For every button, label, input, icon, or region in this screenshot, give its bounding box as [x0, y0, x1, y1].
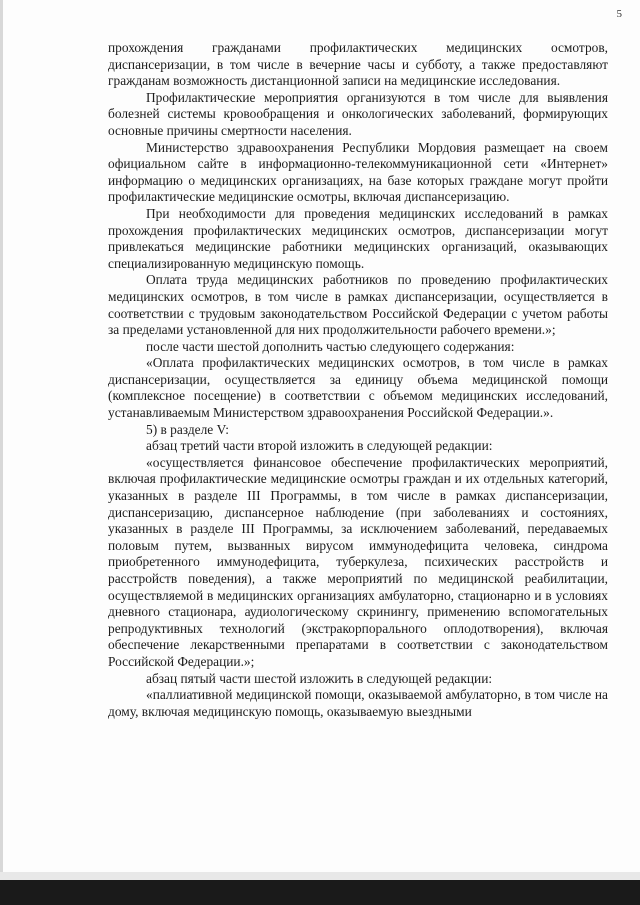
scan-shadow	[0, 872, 640, 880]
paragraph: абзац третий части второй изложить в следующей редакции:	[146, 438, 493, 454]
paragraph: прохождения гражданами профилактических медицинских осмотров, диспансеризации, в том числе в вечерние часы и субботу, а также предоставляют гражданам возможность дистанционной записи на медицинские исследования.	[108, 40, 608, 89]
paragraph: Министерство здравоохранения Республики Мордовия размещает на своем официальном сайте в информационно-телекоммуникационной сети «Интернет» информацию о медицинских организациях, на базе которых граждане могут пройти профилактические медицинские осмотры, включая диспансеризацию.	[108, 139, 608, 205]
paragraph: Оплата труда медицинских работников по проведению профилактических медицинских осмотров, в том числе в рамках диспансеризации, осуществляется в соответствии с трудовым законодательством Российской Федерации с учетом работы за пределами установленной для них продолжительности рабочего времени.»;	[108, 272, 608, 338]
page-number: 5	[616, 8, 622, 20]
paragraph: «осуществляется финансовое обеспечение профилактических мероприятий, включая профилактические медицинские осмотры граждан и их отдельных категорий, указанных в разделе III Программы, в том числе в рамках диспансеризации, диспансеризацию, диспансерное наблюдение (при заболеваниях и состояниях, указанных в разделе III Программы, за исключением заболеваний, передаваемых половым путем, вызванных вирусом иммунодефицита человека, синдрома приобретенного иммунодефицита, туберкулеза, психических расстройств и расстройств поведения), а также мероприятий по медицинской реабилитации, осуществляемой в медицинских организациях амбулаторно, стационарно и в условиях дневного стационара, аудиологическому скринингу, применению вспомогательных репродуктивных технологий (экстракорпорального оплодотворения), включая обеспечение лекарственными препаратами в соответствии с законодательством Российской Федерации.»;	[108, 454, 608, 669]
scan-border	[0, 880, 640, 905]
paragraph: 5) в разделе V:	[146, 421, 229, 437]
paragraph: «паллиативной медицинской помощи, оказываемой амбулаторно, в том числе на дому, включая медицинскую помощь, оказываемую выездными	[108, 687, 608, 719]
paragraph: Профилактические мероприятия организуются в том числе для выявления болезней системы кровообращения и онкологических заболеваний, формирующих основные причины смертности населения.	[108, 89, 608, 138]
document-body	[108, 40, 608, 720]
scan-edge	[0, 0, 3, 905]
paragraph: «Оплата профилактических медицинских осмотров, в том числе в рамках диспансеризации, осуществляется за единицу объема медицинской помощи (комплексное посещение) в соответствии с объемом медицинских исследований, устанавливаемым Министерством здравоохранения Российской Федерации.».	[108, 355, 608, 421]
paragraph: абзац пятый части шестой изложить в следующей редакции:	[146, 670, 493, 686]
paragraph: При необходимости для проведения медицинских исследований в рамках прохождения профилактических медицинских осмотров, диспансеризации могут привлекаться медицинские работники медицинских организаций, оказывающих специализированную медицинскую помощь.	[108, 205, 608, 271]
paragraph: после части шестой дополнить частью следующего содержания:	[146, 338, 515, 354]
